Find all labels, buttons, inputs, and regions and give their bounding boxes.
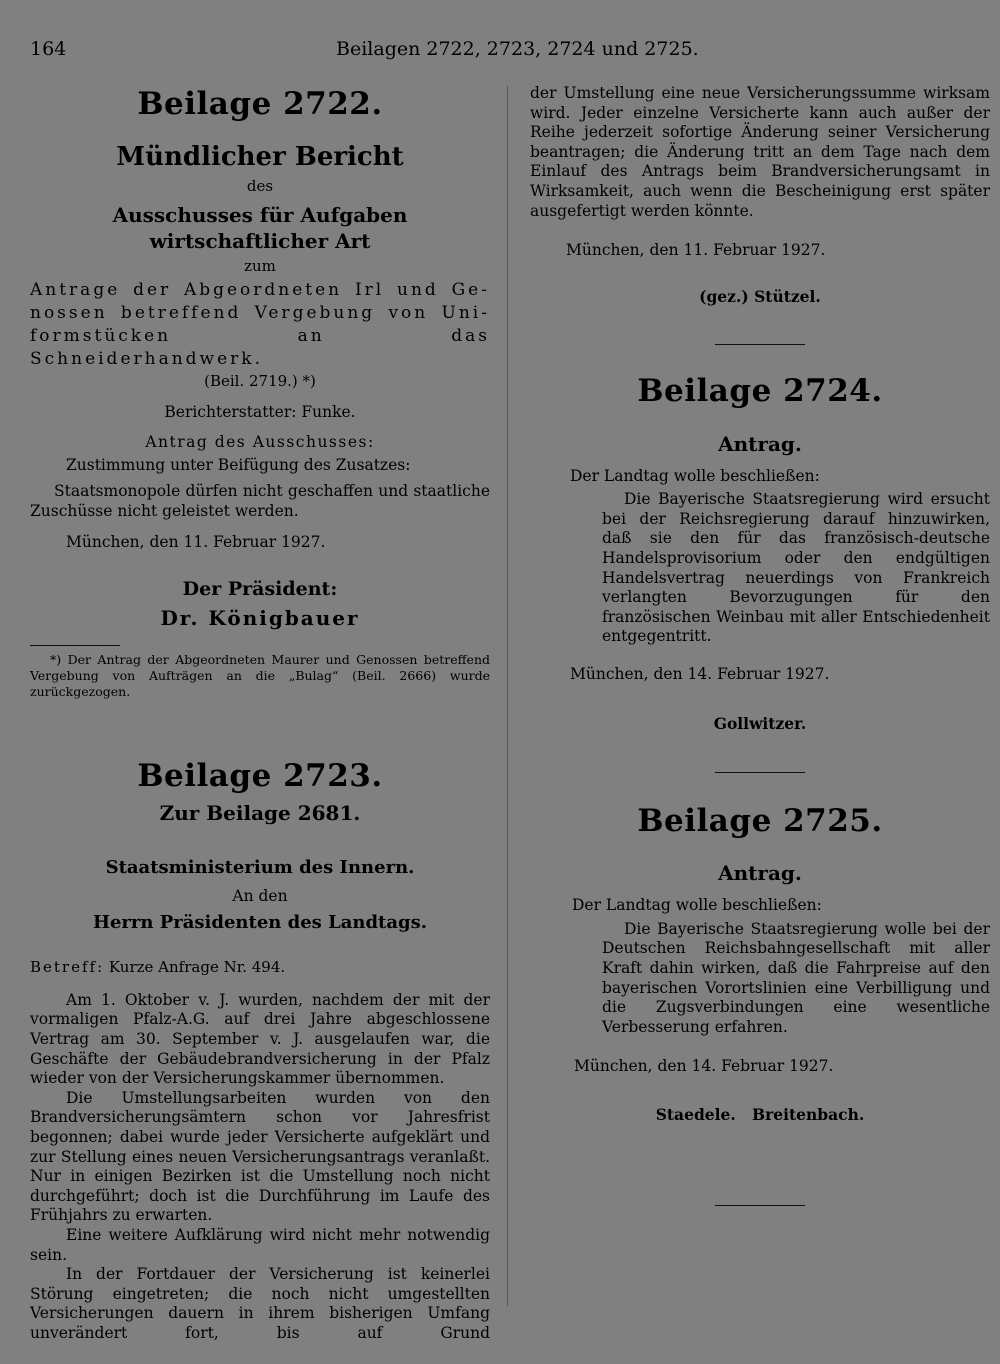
an-den: An den	[232, 887, 288, 906]
intro-2724: Der Landtag wolle beschließen:	[570, 466, 820, 485]
section-rule	[715, 344, 805, 345]
signature-2725: Staedele. Breitenbach.	[655, 1105, 865, 1124]
beilage-2722	[30, 86, 490, 700]
committee-name: Ausschusses für Aufgaben wirtschaftlicher Art	[112, 202, 408, 253]
page-number: 164	[30, 38, 67, 60]
date-2722: München, den 11. Februar 1927.	[66, 533, 326, 552]
beilage-2723-subtitle: Zur Beilage 2681.	[159, 800, 361, 825]
beilage-2725	[530, 803, 990, 1206]
signature-2724: Gollwitzer.	[713, 714, 807, 734]
paragraph-2: Die Umstellungsarbeiten wurden von den Brandversicherungsämtern schon vor Jahresfrist begonnen; dabei wurde jeder Versicherte aufgeklärt und zur Stellung eines neuen Versicherungsantrags veranlaßt. Nur in einigen Bezirken ist die Umstellung noch nicht durchgeführt; doch ist die Durchführung im Laufe des Frühjahrs zu erwarten.	[30, 1088, 490, 1225]
date-2723: München, den 11. Februar 1927.	[566, 241, 826, 260]
intro-2725: Der Landtag wolle beschließen:	[572, 896, 822, 915]
report-title: Mündlicher Bericht	[116, 142, 404, 173]
page-header	[30, 38, 700, 66]
continuation-paragraph: der Umstellung eine neue Versicherungssumme wirksam wird. Jeder einzelne Versicherte kann auch außer der Reihe jederzeit sofortige Änderung seiner Versicherung beantragen; die Änderung tritt an dem Tage nach dem Einlauf des Antrags beim Brandversicherungsamt in Wirksamkeit, auch wenn die Bescheinigung erst später ausgefertigt werden könnte.	[530, 84, 990, 220]
betreff-text: Kurze Anfrage Nr. 494.	[108, 958, 286, 977]
subject-line-3: formstücken an das Schneiderhandwerk.	[30, 326, 490, 370]
reporter: Berichterstatter: Funke.	[164, 403, 356, 422]
left-column	[30, 86, 490, 1343]
approval-text: Zustimmung unter Beifügung des Zusatzes:	[66, 456, 411, 475]
addressee: Herrn Präsidenten des Landtags.	[92, 911, 428, 933]
paragraph-3: Eine weitere Aufklärung wird nicht mehr notwendig sein.	[30, 1225, 490, 1264]
antrag-text-2724: Die Bayerische Staatsregierung wird ersucht bei der Reichsregierung darauf hinzuwirken, daß sie den für das französisch-deutsche Handelsprovisorium oder den endgültigen Handelsvertrag neuerdings von Frankreich verlangten Bevorzugungen für den französischen Weinbau mit aller Entschiedenheit entgegentritt.	[602, 490, 990, 646]
president-name: Dr. Königbauer	[160, 606, 360, 631]
paragraph-4: In der Fortdauer der Versicherung ist keinerlei Störung eingetreten; die noch nicht umgestellten Versicherungen dauern in ihrem bisherigen Umfang unverändert fort, bis auf Grund	[30, 1265, 490, 1342]
zum-word: zum	[244, 256, 276, 275]
betreff-line	[30, 958, 490, 977]
signature-2723: (gez.) Stützel.	[699, 286, 821, 306]
column-divider	[507, 86, 508, 1306]
addition-text: Staatsmonopole dürfen nicht geschaffen und staatliche Zuschüsse nicht geleistet werden.	[30, 482, 490, 520]
beilage-2723-continued	[530, 84, 990, 345]
subject-line-1: Antrage der Abgeordneten Irl und Ge-	[30, 280, 490, 301]
beilage-2724	[530, 373, 990, 773]
footnote: *) Der Antrag der Abgeordneten Maurer und Genossen betreffend Vergebung von Aufträgen an die „Bulag“ (Beil. 2666) wurde zurückgezogen.	[30, 652, 490, 700]
betreff-label: Betreff:	[30, 958, 105, 977]
des-word: des	[246, 176, 274, 195]
body-paragraphs	[30, 991, 490, 1344]
committee-motion: Antrag des Ausschusses:	[145, 432, 375, 451]
section-rule	[715, 772, 805, 773]
subject-line-2: nossen betreffend Vergebung von Uni-	[30, 303, 490, 324]
date-2725: München, den 14. Februar 1927.	[574, 1057, 834, 1076]
beilage-2722-title: Beilage 2722.	[137, 86, 383, 122]
ministry: Staatsministerium des Innern.	[105, 856, 415, 878]
antrag-text-2725: Die Bayerische Staatsregierung wolle bei der Deutschen Reichsbahngesellschaft mit aller Kraft dahin wirken, daß die Fahrpreise auf den bayerischen Vorortslinien eine Verbilligung und die Zugsverbindungen eine wesentliche Verbesserung erfahren.	[602, 919, 990, 1036]
running-head: Beilagen 2722, 2723, 2724 und 2725.	[336, 38, 699, 60]
antrag-heading-2725: Antrag.	[718, 861, 802, 886]
subject-block	[30, 279, 490, 371]
footnote-rule	[30, 645, 120, 646]
beilage-2723	[30, 758, 490, 1343]
beilage-2725-title: Beilage 2725.	[637, 803, 883, 840]
section-rule	[715, 1205, 805, 1206]
paragraph-1: Am 1. Oktober v. J. wurden, nachdem der mit der vormaligen Pfalz-A.G. auf drei Jahre abgeschlossene Vertrag am 30. September v. J. ausgelaufen war, die Geschäfte der Gebäudebrandversicherung in der Pfalz wieder von der Versicherungskammer übernommen.	[30, 990, 490, 1088]
date-2724: München, den 14. Februar 1927.	[570, 664, 830, 683]
antrag-heading-2724: Antrag.	[718, 431, 802, 456]
right-column	[530, 86, 990, 1206]
reference: (Beil. 2719.) *)	[204, 372, 316, 391]
beilage-2724-title: Beilage 2724.	[637, 373, 883, 410]
president-label: Der Präsident:	[182, 577, 338, 600]
beilage-2723-title: Beilage 2723.	[137, 758, 383, 795]
